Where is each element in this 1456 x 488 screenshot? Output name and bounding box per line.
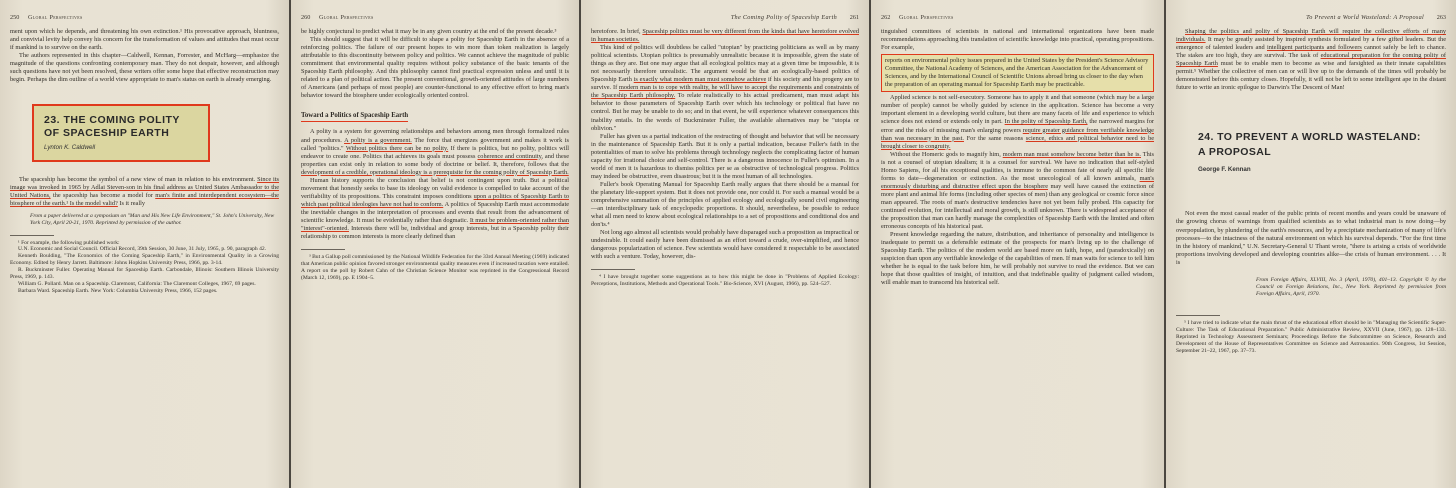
underlined-passage: development of a credible, operational ideology is a prerequisite for the coming polity of Spaceship Earth. bbox=[301, 168, 569, 176]
page-250 bbox=[0, 0, 289, 488]
body-paragraph bbox=[881, 94, 1154, 150]
underlined-passage: man's enormously disturbing and distructive effect upon the biosphere bbox=[881, 174, 1154, 190]
text-run: , and these properties can exist only in relation to some body of doctrine or belief. It, therefore, follows that the bbox=[301, 152, 569, 168]
footnote: ³ But a Gallup poll commissioned by the National Wildlife Federation for the 33rd Annual Meeting (1969) indicated that American public opinion favored stronger environmental quality measures even if increased taxation were entailed. A report on the poll by Robert Cahn of the Christian Science Monitor was reprinted in the Congressional Record (March 12, 1969), pp. E 1904–5. bbox=[301, 254, 570, 281]
chapter-title-box bbox=[32, 104, 210, 162]
paper-note: From a paper delivered at a symposium on "Man and His New Life Environment," St. John's University, New York City, April 20-21, 1970. Reprinted by permission of the author. bbox=[30, 212, 275, 226]
underlined-passage: intelligent participants and followers bbox=[1266, 44, 1362, 52]
body-paragraph: Fuller has given us a partial indication of the restructing of thought and behavior that will be necessary in the maintenance of Spaceship Earth. But it is only a partial indication, because Fuller's faith in the potentialities of man to solve his problems through technology neglects the complicating factor of human capacity for irrational choice and self-control. There is a dangerous innocence in Fuller's optimism. In a world of men it is hazardous to dismiss politics per se as obstructive of technological progress. Politics may indeed be obstructive, even disastrous; but it is the most human of all technologies. bbox=[591, 132, 859, 180]
highlighted-passage: reports on environmental policy issues prepared in the United States by the President's Science Advisory Committee, the National Academy of Sciences, and the American Association for the Advancement of Sciences, and by the International Council of Scientific Unions abroad bring us closer to the day when the preparation of an operating manual for Spaceship Earth may be practicable. bbox=[881, 54, 1154, 92]
text-run: heretofore. In brief, bbox=[591, 28, 643, 35]
chapter-author: Lynton K. Caldwell bbox=[44, 144, 96, 152]
page-261 bbox=[581, 0, 869, 488]
body-paragraph: The authors represented in this chapter—Caldwell, Kennan, Forrester, and McHarg—emphasize the magnitude of the questions confronting contemporary man. They do not despair, however, and although such questions have not yet been resolved, these writers offer some hope that effective reconstruction may begin. Perhaps the dim outline of a world view appropriate to man's status on earth is already emerging. bbox=[10, 52, 279, 84]
text-run: A polity is a system for governing relationships and behaviors among men through formalized rules and procedures. bbox=[301, 128, 569, 144]
body-paragraph bbox=[10, 176, 279, 208]
text-run: The spaceship has become the symbol of a new view of man in relation to his environment. bbox=[19, 176, 258, 184]
underlined-passage: modern man is to cope with reality, he will have to accept the requirements and constraints of the Spaceship Earth philosophy. bbox=[591, 84, 859, 100]
text-run: A politics of Spaceship Earth must accommodate the inevitable changes in the interpretation of processes and events that result from the advancement of scientific knowledge. It must be evidentially rather than dogmatic. bbox=[301, 200, 569, 224]
footnote-rule bbox=[301, 249, 345, 250]
body-paragraph bbox=[591, 28, 859, 44]
running-title: Global Perspectives bbox=[899, 14, 954, 21]
text-run: If there is politics, but no polity, politics will endeavor to create one. Politics that achieves its goals must possess bbox=[301, 144, 569, 160]
page-gutter bbox=[1164, 0, 1166, 488]
chapter-title bbox=[1198, 130, 1446, 160]
footnote-rule bbox=[1176, 315, 1220, 316]
underlined-passage: Since its image was invoked in 1965 by Adlai Steven-son in his final address as United States Ambassador to the United Nations, bbox=[10, 176, 280, 200]
text-run: It may be greatly assisted by inspired synthesis formulated by a few gifted leaders. But the emergence of talented leaders and bbox=[1176, 36, 1446, 52]
underlined-passage: coherence and continuity bbox=[477, 152, 542, 160]
page-number: 263 bbox=[1436, 14, 1446, 21]
page-number: 260 bbox=[301, 14, 311, 21]
chapter-author: George F. Kennan bbox=[1198, 166, 1251, 174]
text-run: This is not a counsel of utopian idealism; it is a counsel for survival. We have no indication that self-styled Homo Sapiens, for all his exceptional qualities, is immune to the common fate of nearly all specific life forms to date—degeneration or extinction. As the most unecological of all known animals, bbox=[881, 150, 1155, 182]
underlined-passage: Without politics there can be no polity. bbox=[345, 144, 449, 152]
running-head bbox=[1176, 14, 1446, 22]
page-260 bbox=[291, 0, 579, 488]
text-run: Interests there will be, individual and group interests, but in a Spaceship polity their relationship to common interests is more clearly defined than bbox=[301, 225, 569, 241]
body-paragraph: Present knowledge regarding the nature, distribution, and inheritance of personality and intelligence is inadequate to permit us a defensible estimate of the prospects for man's living up to the challenge of Spaceship Earth. The politics of the modern world are based more on faith, hope, and (paradoxically) on suspicion than upon any verifiable knowledge of the capabilities of men. If man waits for science to tell him whether he is equal to the task before him, he will probably not survive to read the evidence. But we can hope that those qualities of insight, of intuition, and that indefinable quality of judgment called wisdom, will enable man to transcend his historical self. bbox=[881, 231, 1154, 287]
text-run: For the same reasons bbox=[963, 134, 1026, 142]
footnote: ⁵ I have tried to indicate what the main thrust of the educational effort should be in "Managing the Scientific Super-Culture: The Task of Educational Preparation." Public Administrative Review, XXVII (June, 1967), pp. 128–133. Reprinted in Technology Assessment Seminars; Proceedings Before the Subcommittee on Science, Research and Development of the House of Representatives Committee on Science and Astronautics. 90th Congress, 1st Session, September 21–22, 1967, pp. 37–73. bbox=[1176, 320, 1446, 355]
running-title: Global Perspectives bbox=[28, 14, 83, 21]
footnote: Kenneth Boulding, "The Economics of the Coming Spaceship Earth," in Environmental Quality in a Growing Economy. Edited by Henry Jarrett. Baltimore: Johns Hopkins University Press, 1966, pp. 3-14. bbox=[10, 253, 279, 267]
body-paragraph: tinguished committees of scientists in national and international organizations have been made recommendations approaching this translation of scientific knowledge into practical, operating propositions. For example, bbox=[881, 28, 1154, 52]
page-gutter bbox=[869, 0, 871, 488]
running-head bbox=[881, 14, 1154, 22]
text-run: Human history supports the conclusion that belief is not contingent upon truth. But a political movement that honestly seeks to base its ideology on valid evidence is compelled to take account of the verifiability of its propositions. This constraint imposes conditions bbox=[301, 176, 569, 200]
running-head bbox=[10, 14, 279, 22]
body-paragraph: This should suggest that it will be difficult to shape a polity for Spaceship Earth in the absence of a reinforcing politics. The failure of our present hopes to win more than token realization is largely attributable to this discontinuity between policy and politics. We cannot achieve the magnitude of public commitment that environmental quality requires without policy substance of the basic tenants of the Spaceship Earth philosophy. And this philosophy cannot find practical expression unless and until it is related to a plan of political action. The present conventional, growth-oriented attitudes of large numbers of Americans (and perhaps of most people) are counter-functional to any effective effort to bring man's behavior toward the biosphere under ecologically oriented control. bbox=[301, 36, 569, 100]
body-paragraph: Not long ago almost all scientists would probably have disparaged such a proposition as impractical or undesirable. It could easily have been dismissed as an effort toward a crude, over-simplified, and hence dangerous popularization of science. Few scientists would have considered it respectable to be associated with such a venture. Today, however, dis- bbox=[591, 229, 859, 261]
page-gutter bbox=[579, 0, 581, 488]
page-number: 261 bbox=[849, 14, 859, 21]
chapter-title: 23. THE COMING POLITY OF SPACESHIP EARTH bbox=[44, 114, 180, 140]
text-run: if his society and his progeny are to survive. If bbox=[591, 76, 859, 92]
running-head bbox=[301, 14, 569, 22]
page-number: 250 bbox=[10, 14, 20, 21]
footnote: R. Buckminster Fuller. Operating Manual for Spaceship Earth. Carbondale, Illinois: Southern Illinois University Press, 1969, p. 143. bbox=[10, 267, 279, 281]
text-run: Applied science is not self-executory. Someone has to apply it and that someone (which may be a large number of people) cannot be wholly guided by science in the application. Science has become a very important element in a developing world culture, but there are many facets of life and experience to which science does not extend or extends only in part. bbox=[881, 94, 1154, 126]
page-262 bbox=[871, 0, 1164, 488]
text-run: This kind of politics will doubtless be called "utopian" by practicing politicians as well as by many political scientists. Utopian politics is presumably unrealistic because it is impossible, given the state of things as they are. But one may argue that all ecological politics may at a given time be impossible, it is not necessarily therefore unrealistic. The argument would be that an ecologically-based politics of Spaceship Earth bbox=[591, 44, 859, 84]
chapter-title-line: 24. TO PREVENT A WORLD WASTELAND: bbox=[1198, 131, 1421, 144]
footnote-rule bbox=[10, 235, 54, 236]
section-heading: Toward a Politics of Spaceship Earth bbox=[301, 112, 408, 122]
text-run: Without the Homeric gods to magnify him, bbox=[890, 150, 1003, 158]
page-263 bbox=[1166, 0, 1456, 488]
underlined-passage: is exactly what modern man must somehow achieve bbox=[633, 76, 767, 84]
underlined-passage: Spaceship politics must be very different from the kinds that have heretofore evolved in human societies. bbox=[591, 28, 859, 44]
underlined-passage: It must be problem-oriented rather than "interest"-oriented. bbox=[301, 216, 569, 233]
body-paragraph bbox=[301, 177, 569, 241]
text-run: cannot safely be left to chance. The stakes are too high, they are survival. The task of bbox=[1176, 44, 1446, 60]
text-run: may well have caused the extinction of more plant and animal life forms (including other species of men) than any geological or cosmic force since man appeared. The roots of man's destructive tendencies have not yet been fully probed. His capacity for continued evolution, for intellectual and moral growth, is still unknown. There is widespread acceptance of the proposition that man can hardly manage the complexities of Spaceship Earth with the limited and often erroneous concepts of his historical past. bbox=[881, 182, 1154, 231]
footnote: William G. Pollard. Man on a Spaceship. Claremont, California: The Claremont Colleges, 1967, 69 pages. bbox=[18, 280, 256, 287]
body-paragraph: ment upon which he depends, and threatening his own extinction.¹ His provocative approach, bluntness, and convivial levity help convey his concern for the transformation of values and attitudes that must occur if mankind is to survive on the earth. bbox=[10, 28, 279, 52]
source-note: From Foreign Affairs, XLVIII, No. 3 (April, 1970), 401–13. Copyright © by the Council on Foreign Relations, Inc., New York. Reprinted by permission from Foreign Affairs, April, 1970. bbox=[1256, 276, 1446, 297]
underlined-passage: Shaping the politics and polity of Spaceship Earth will require the collective efforts of many individuals. bbox=[1176, 28, 1446, 44]
text-run: The force that energizes government and makes it work is called "politics." bbox=[301, 136, 569, 152]
underlined-passage: upon a politics of Spaceship Earth to which past political ideologies have not had to conform. bbox=[301, 192, 570, 208]
text-run: Is it really bbox=[117, 200, 145, 208]
running-title: To Prevent a World Wasteland: A Proposal bbox=[1306, 14, 1424, 21]
body-paragraph: Not even the most casual reader of the public prints of recent months and years could be unaware of the growing chorus of warnings from qualified scientists as to what industrial man is now doing—by overpopulation, by plundering of the earth's resources, and by a precipitate mechanization of many of life's processes—to the intactness of the natural environment on which his survival depends. "For the first time in the history of mankind," U.N. Secretary-General U Thant wrote, "there is arising a crisis of worldwide proportions involving developed and developing countries alike—the crisis of human environment. . . . It is bbox=[1176, 210, 1446, 266]
footnote: ⁴ I have brought together some suggestions as to how this might be done in "Problems of Applied Ecology: Perceptions, Institutions, Methods and Operational Tools." Bio-Science, XVI (August, 1966), pp. 524–527. bbox=[591, 274, 859, 288]
running-title: Global Perspectives bbox=[319, 14, 374, 21]
chapter-title-line: A PROPOSAL bbox=[1198, 146, 1272, 159]
body-paragraph bbox=[301, 128, 569, 176]
underlined-passage: In the polity of Spaceship Earth, bbox=[1004, 118, 1088, 126]
running-head bbox=[591, 14, 859, 22]
body-paragraph bbox=[1176, 28, 1446, 92]
underlined-passage: man's finite and interdependent ecosystem—the biosphere of the earth.¹ Is the model valid? bbox=[10, 192, 279, 208]
page-gutter bbox=[289, 0, 291, 488]
underlined-passage: require greater guidance from verifiable knowledge than was necessary in the past. bbox=[881, 126, 1154, 142]
footnote: Barbara Ward. Spaceship Earth. New York: Columbia University Press, 1966, 152 pages. bbox=[18, 287, 218, 294]
underlined-passage: educational preparation for the coming polity of Spaceship Earth bbox=[1176, 52, 1447, 68]
text-run: must be to enable men to become as wise and farsighted as their innate capabilities permit.⁵ Whether the collective of men can or will live up to the demands of the times will probably be demonstrated before this century closes. Hopefully, it will not be left to some intelligent ape in the distant future to write an ironic epilogue to Darwin's The Descent of Man! bbox=[1176, 60, 1446, 92]
footnote-rule bbox=[591, 269, 635, 270]
text-run: To relate realistically to his actual predicament, man must adapt his behavior to those parameters of Spaceship Earth over which his technology or political fiat have no control. But he may be unable to do so; and in that event, he will experience whatever consequences this inability entails. In the words of Buckminster Fuller, the available alternatives may be "utopia or oblivion." bbox=[591, 92, 859, 132]
body-paragraph bbox=[881, 151, 1154, 231]
body-paragraph: Fuller's book Operating Manual for Spaceship Earth really argues that there should be a manual for the planetary life-support system. But it does not provide one, nor could it. For such a manual would be a comprehensive summation of the principles of applied ecology and ecologically sound civil engineering—an interdisciplinary task of encyclopedic proportions. It should, nevertheless, be possible to reduce what all men need to know about ecological relationships to a set of propositions and conditional dos and don'ts.⁴ bbox=[591, 180, 859, 229]
underlined-passage: modern man must somehow become better than he is. bbox=[1002, 150, 1141, 158]
body-paragraph: be highly conjectural to predict what it may be in any given country at the end of the present decade.³ bbox=[301, 28, 557, 35]
page-number: 262 bbox=[881, 14, 891, 21]
underlined-passage: science, ethics and political behavior need to be brought closer to congruity. bbox=[881, 134, 1155, 150]
footnote: U.N. Economic and Social Council. Official Record, 39th Session, 30 June, 31 July, 1965, p. 90, paragraph 42. bbox=[18, 246, 267, 253]
body-paragraph bbox=[591, 44, 859, 133]
running-title: The Coming Polity of Spaceship Earth bbox=[730, 14, 837, 21]
text-run: the narrowed margins for error and the risks of misusing man's enlarging powers bbox=[881, 118, 1154, 134]
footnote: ¹ For example, the following published work: bbox=[18, 239, 120, 246]
text-run: the spaceship has become a model for bbox=[50, 192, 156, 200]
underlined-passage: A polity is a government. bbox=[344, 136, 412, 144]
